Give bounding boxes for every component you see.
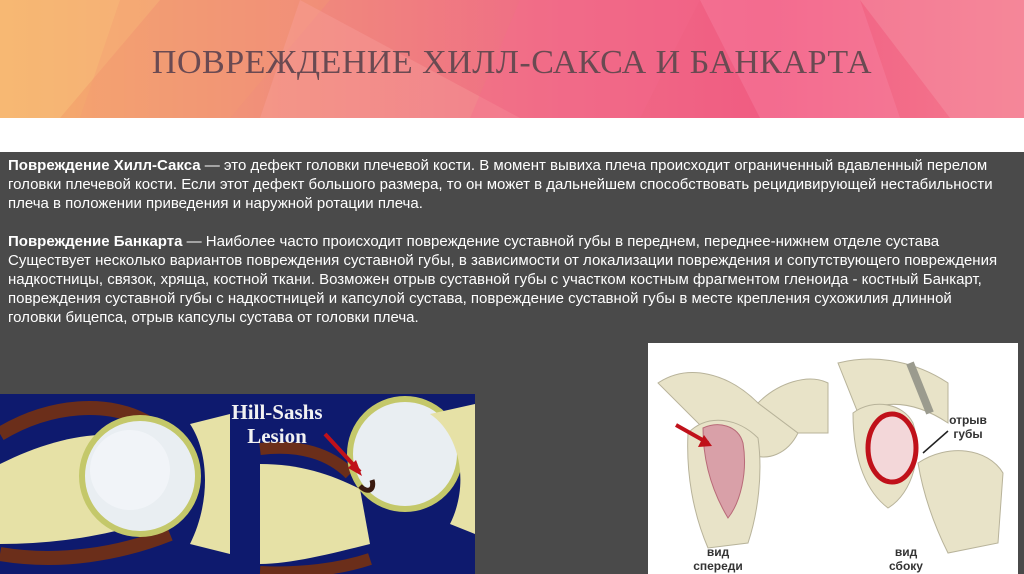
hill-sachs-term: Повреждение Хилл-Сакса — [8, 157, 201, 174]
front-caption-line1: вид — [706, 545, 730, 559]
hill-sachs-paragraph — [8, 156, 1008, 213]
bankart-illustration — [648, 343, 1018, 574]
annotation-line1: отрыв — [949, 413, 987, 427]
bankart-text: — Наиболее часто происходит повреждение суставной губы в переднем, переднее-нижнем отделе сустава Существует несколько вариантов повреждения суставной губы, в зависимости от локализации повреждения и сопутствующего повреждения надкостницы, связок, хряща, костной ткани. Возможен отрыв суставной губы с участком костным фрагментом гленоида - костный Банкарт, повреждения суставной губы с надкостницей и капсулой сустава, повреждение суставной губы в месте крепления сухожилия длинной головки бицепса, отрыв капсулы сустава от головки плеча. — [8, 233, 998, 326]
hill-sachs-label-line1: Hill-Sashs — [231, 400, 323, 424]
slide-title: ПОВРЕЖДЕНИЕ ХИЛЛ-САКСА И БАНКАРТА — [151, 44, 873, 81]
bankart-term: Повреждение Банкарта — [8, 233, 183, 250]
hill-sachs-label-line2: Lesion — [247, 424, 307, 448]
side-caption-line1: вид — [894, 545, 918, 559]
hill-sachs-illustration — [0, 394, 475, 574]
annotation-line2: губы — [953, 427, 983, 441]
side-caption-line2: сбоку — [889, 559, 923, 573]
title-banner — [0, 0, 1024, 118]
bankart-paragraph — [8, 232, 1008, 327]
side-view-caption — [876, 545, 936, 573]
front-caption-line2: спереди — [693, 559, 743, 573]
labrum-tear-annotation — [938, 413, 998, 441]
bankart-drawing — [648, 343, 1018, 574]
hill-sachs-figure-label — [212, 400, 342, 448]
front-view-caption — [688, 545, 748, 573]
hill-sachs-text: — это дефект головки плечевой кости. В момент вывиха плеча происходит ограниченный вдавленный перелом головки плечевой кости. Если этот дефект большого размера, то он может в дальнейшем способствовать рецидивирующей нестабильности плеча в положении приведения и наружной ротации плеча. — [8, 157, 993, 212]
